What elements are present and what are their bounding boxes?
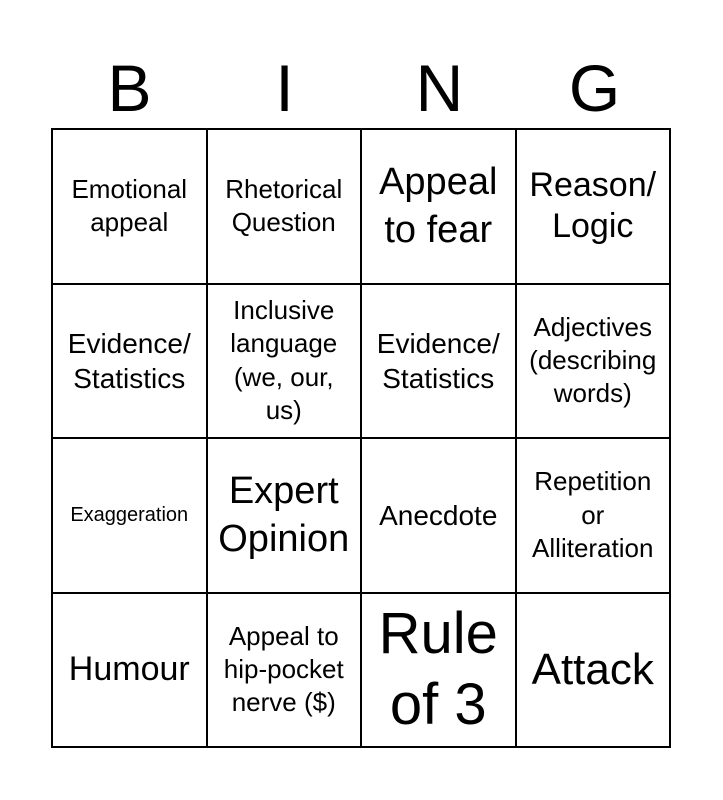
bingo-cell[interactable] [208, 439, 363, 594]
bingo-cell[interactable] [362, 594, 517, 749]
cell-label: Evidence/ Statistics [376, 327, 500, 394]
cell-label: Rule of 3 [378, 601, 498, 737]
bingo-cell[interactable] [517, 594, 672, 749]
cell-label: Emotional appeal [71, 173, 188, 238]
bingo-cell[interactable] [53, 285, 208, 440]
cell-label: Expert Opinion [218, 469, 350, 561]
cell-label: Repetition or Alliteration [532, 466, 654, 563]
bingo-cell[interactable] [362, 439, 517, 594]
bingo-cell[interactable] [208, 285, 363, 440]
header-letter-g: G [568, 51, 621, 125]
header-letter-i: I [275, 51, 294, 125]
cell-label: Inclusive language (we, our, us) [230, 295, 338, 426]
cell-label: Anecdote [379, 499, 498, 531]
cell-label: Reason/ Logic [529, 165, 657, 246]
bingo-header [52, 50, 672, 126]
bingo-cell[interactable] [53, 594, 208, 749]
cell-label: Evidence/ Statistics [67, 327, 191, 394]
bingo-cell[interactable] [517, 439, 672, 594]
bingo-cell[interactable] [53, 130, 208, 285]
header-letter-n: N [415, 51, 464, 125]
bingo-cell[interactable] [53, 439, 208, 594]
cell-label: Adjectives (describing words) [529, 311, 657, 409]
cell-label: Rhetorical Question [225, 173, 343, 238]
cell-label: Appeal to hip-pocket nerve ($) [223, 620, 344, 718]
cell-label: Exaggeration [70, 504, 189, 527]
bingo-board [51, 128, 671, 748]
header-letter-b: B [107, 51, 152, 125]
cell-label: Appeal to fear [379, 160, 498, 252]
bingo-cell[interactable] [362, 130, 517, 285]
bingo-cell[interactable] [208, 130, 363, 285]
cell-label: Attack [531, 644, 654, 694]
bingo-cell[interactable] [517, 285, 672, 440]
bingo-cell[interactable] [362, 285, 517, 440]
bingo-cell[interactable] [517, 130, 672, 285]
cell-label: Humour [68, 650, 190, 689]
bingo-cell[interactable] [208, 594, 363, 749]
